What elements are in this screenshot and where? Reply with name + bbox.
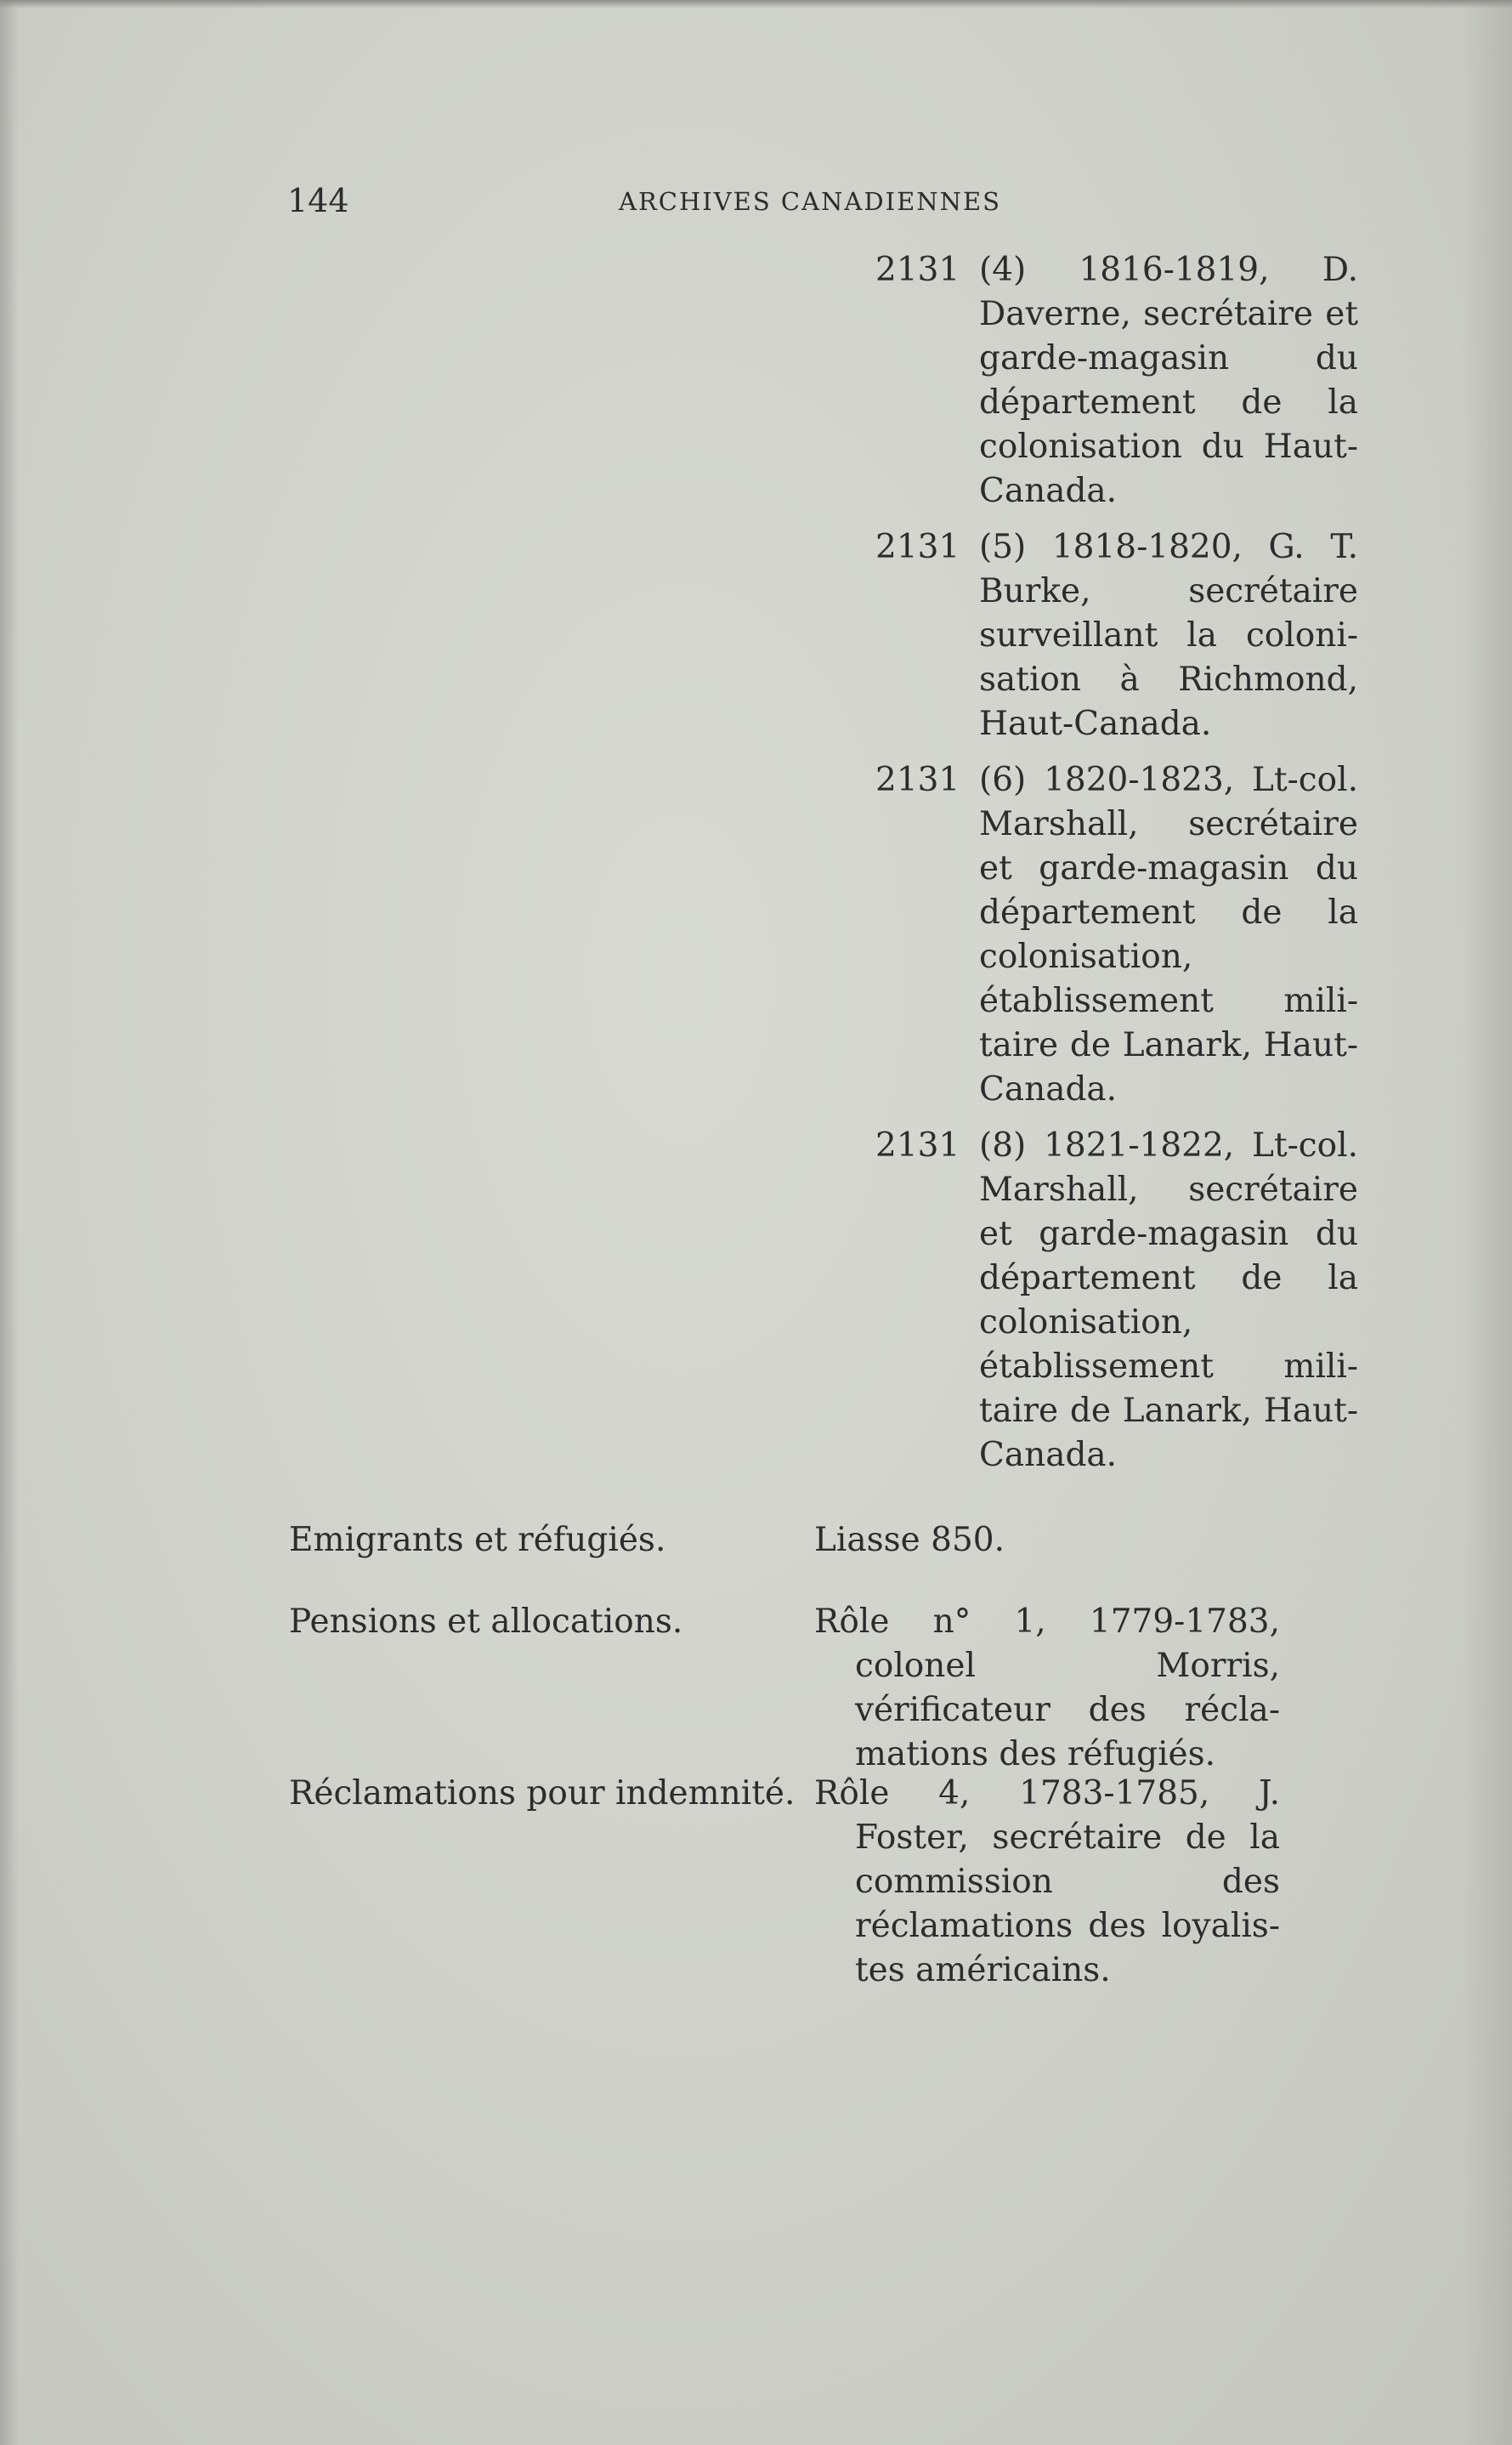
running-head xyxy=(287,182,1137,224)
entry-text: (5) 1818-1820, G. T. Burke, secrétaire surveillant la colonisation à Richmond, Haut-Canada. xyxy=(979,528,1358,743)
row-text: Rôle 4, 1783-1785, J. Foster, secrétaire de la commission des réclamations des loyalistes américains. xyxy=(814,1774,1280,1989)
entry-text: (4) 1816-1819, D. Daverne, secrétaire et garde-magasin du département de la colonisation du Haut-Canada. xyxy=(979,251,1358,510)
entry-number: 2131 xyxy=(875,1126,960,1165)
row-text: Liasse 850. xyxy=(814,1521,1005,1559)
page-edge-shadow-top xyxy=(0,0,1512,9)
entry-list xyxy=(875,248,1358,1489)
page-number: 144 xyxy=(287,182,349,219)
row-text: Rôle n° 1, 1779-1783, colonel Morris, vérificateur des réclamations des réfugiés. xyxy=(814,1603,1280,1773)
entry-item xyxy=(875,248,1358,513)
entry-text: (8) 1821-1822, Lt-col. Marshall, secrétaire et garde-magasin du département de la colonisation, établissement militaire de Lanark, Haut-Canada. xyxy=(979,1126,1358,1474)
row-label: Emigrants et réfugiés. xyxy=(289,1521,666,1559)
entry-item xyxy=(875,758,1358,1112)
entry-number: 2131 xyxy=(875,761,960,799)
page-edge-shadow-left xyxy=(0,0,19,2445)
row-label: Pensions et allocations. xyxy=(289,1603,683,1641)
running-title: ARCHIVES CANADIENNES xyxy=(619,187,1002,216)
page-edge-shadow-right xyxy=(1461,0,1512,2445)
entry-number: 2131 xyxy=(875,528,960,566)
entry-text: (6) 1820-1823, Lt-col. Marshall, secrétaire et garde-magasin du département de la colonisation, établissement militaire de Lanark, Haut-Canada. xyxy=(979,761,1358,1109)
entry-number: 2131 xyxy=(875,251,960,289)
entry-item xyxy=(875,1124,1358,1478)
entry-item xyxy=(875,525,1358,746)
row-label: Réclamations pour indemnité. xyxy=(289,1774,796,1812)
